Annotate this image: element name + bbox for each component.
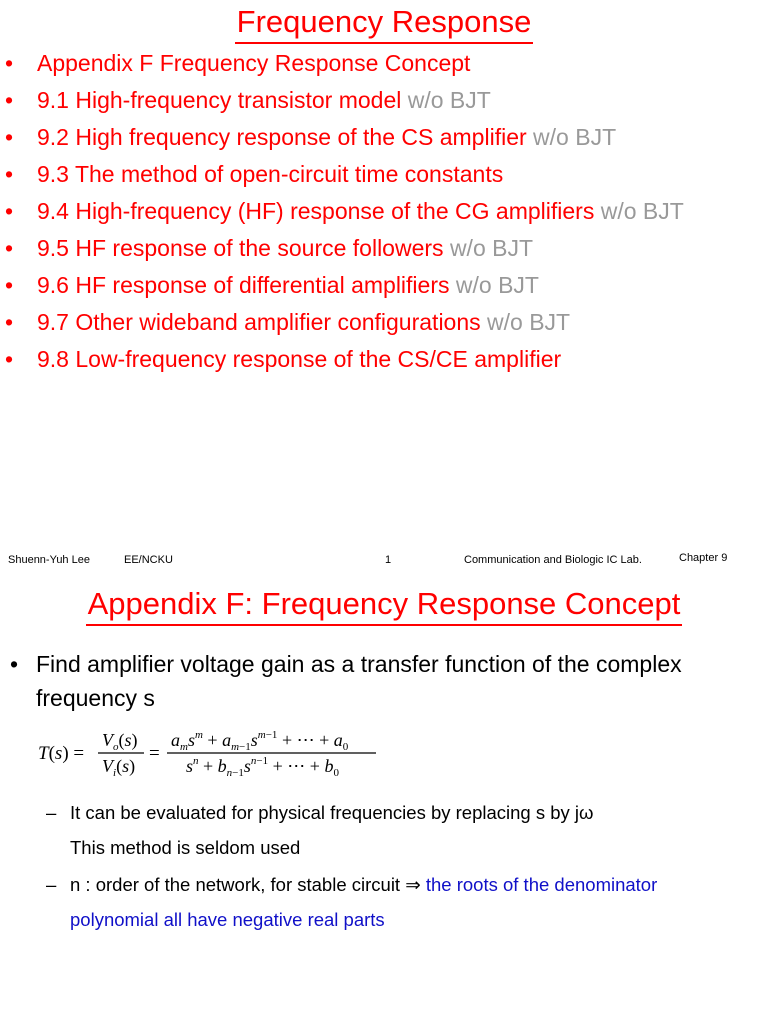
svg-text:T(s) =: T(s) =: [38, 743, 85, 764]
toc-item-note: w/o BJT: [533, 124, 617, 150]
toc-item-note: w/o BJT: [407, 87, 491, 113]
sub-bullet-2-line-2: polynomial all have negative real parts: [70, 909, 385, 930]
sub-bullet-2-highlight: the roots of the denominator: [425, 874, 658, 895]
toc-item-note: w/o BJT: [455, 272, 539, 298]
svg-text:amsm + am−1sm−1 + ⋯ + a0: $a_ms^m + a_m-1s^m-1$ + ⋯ + $a_0$: [171, 729, 349, 753]
svg-text:=: =: [149, 743, 160, 764]
slide-2: [0, 512, 768, 1024]
toc-item-text: 9.6 HF response of differential amplifiers: [37, 272, 450, 298]
toc-item: [0, 304, 684, 341]
sub-bullet-1-line-1: It can be evaluated for physical frequencies by replacing s by jω: [70, 802, 594, 823]
slide-title: Frequency Response: [0, 4, 768, 44]
sub-bullet-2-prefix: n : order of the network, for stable circuit ⇒: [70, 874, 426, 895]
toc-item-text: Appendix F Frequency Response Concept: [37, 50, 471, 76]
bullet-marker: •: [5, 272, 14, 298]
toc-item: [0, 82, 684, 119]
footer-dept: EE/NCKU: [124, 554, 173, 566]
dash-marker: –: [46, 874, 57, 895]
sub-bullet-1-line-2: This method is seldom used: [70, 837, 301, 858]
toc-item: [0, 156, 684, 193]
slide-title: Appendix F: Frequency Response Concept: [0, 586, 768, 626]
bullet-marker: •: [5, 161, 14, 187]
bullet-marker: •: [5, 50, 14, 76]
toc-item-text: 9.3 The method of open-circuit time constants: [37, 161, 504, 187]
footer-chapter: Chapter 9: [679, 552, 728, 564]
svg-text:Vi(s): $V_i(s)$: [102, 756, 136, 779]
toc-item: [0, 193, 684, 230]
toc-item-text: 9.2 High frequency response of the CS amplifier: [37, 124, 527, 150]
toc-item-note: w/o BJT: [600, 198, 684, 224]
toc-item: [0, 230, 684, 267]
sub-bullet-2-line-1: [70, 874, 657, 896]
footer-page-number: 1: [385, 554, 392, 566]
toc-item: [0, 341, 684, 378]
toc-item-text: 9.4 High-frequency (HF) response of the CG amplifiers: [37, 198, 595, 224]
footer-lab: Communication and Biologic IC Lab.: [464, 554, 642, 566]
toc-item: [0, 267, 684, 304]
toc-item-text: 9.7 Other wideband amplifier configurations: [37, 309, 481, 335]
bullet-marker: •: [5, 235, 14, 261]
bullet-marker: •: [5, 124, 14, 150]
dash-marker: –: [46, 802, 57, 823]
toc-list: [0, 45, 684, 378]
footer-author: Shuenn-Yuh Lee: [8, 554, 90, 566]
bullet-marker: •: [5, 87, 14, 113]
toc-item-note: w/o BJT: [449, 235, 534, 261]
toc-item-text: 9.5 HF response of the source followers: [37, 235, 444, 261]
toc-item-text: 9.1 High-frequency transistor model: [37, 87, 402, 113]
toc-item-text: 9.8 Low-frequency response of the CS/CE amplifier: [37, 346, 562, 372]
svg-text:Vo(s): $V_o(s)$: [102, 730, 138, 753]
toc-item: [0, 45, 684, 82]
toc-item: [0, 119, 684, 156]
bullet-marker: •: [10, 651, 19, 677]
transfer-function-equation: [34, 726, 394, 782]
bullet-marker: •: [5, 198, 14, 224]
bullet-marker: •: [5, 309, 14, 335]
main-bullet-text: Find amplifier voltage gain as a transfer function of the complex frequency s: [36, 651, 682, 711]
bullet-marker: •: [5, 346, 14, 372]
svg-text:sn + bn−1sn−1 + ⋯ + b0: $s^n + b_n-1s^n-1$ + ⋯ + $b_0$: [186, 755, 339, 779]
toc-item-note: w/o BJT: [487, 309, 571, 335]
